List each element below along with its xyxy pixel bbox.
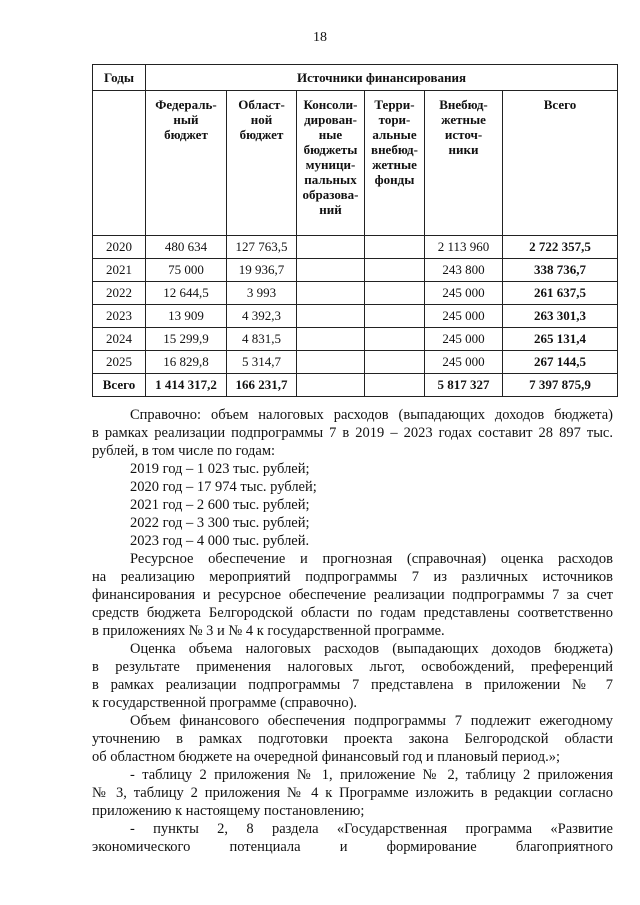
header-municipal: Консоли- дирован- ные бюджеты муници- пальных образова- ний [297, 91, 365, 236]
para-resources-l4: средств бюджета Белгородской области по годам представлены соответственно [92, 605, 613, 621]
para-tables-l3: приложению к настоящему постановлению; [92, 803, 365, 819]
table-row: 2025 16 829,8 5 314,7 245 000 267 144,5 [93, 351, 618, 374]
header-territorial: Терри- тори- альные внебюд- жетные фонды [365, 91, 425, 236]
header-regional: Област- ной бюджет [227, 91, 297, 236]
para-items-l2: экономического потенциала и формирование благоприятного [92, 839, 613, 855]
para-tax-l3: в рамках реализации подпрограммы 7 представлена в приложении № 7 [92, 677, 613, 693]
para-resources-l5: в приложениях № 3 и № 4 к государственной программе. [92, 623, 445, 639]
list-item: 2021 год – 2 600 тыс. рублей; [130, 497, 310, 513]
para-tax-l1: Оценка объема налоговых расходов (выпадающих доходов бюджета) [130, 641, 613, 657]
list-item: 2019 год – 1 023 тыс. рублей; [130, 461, 310, 477]
para-items-l1: - пункты 2, 8 раздела «Государственная программа «Развитие [130, 821, 613, 837]
header-federal: Федераль- ный бюджет [146, 91, 227, 236]
body-text [92, 406, 613, 856]
para-reference-l3: рублей, в том числе по годам: [92, 443, 276, 459]
page-number: 18 [313, 30, 327, 45]
table-row: 2020 480 634 127 763,5 2 113 960 2 722 357,5 [93, 236, 618, 259]
para-resources-l2: на реализацию мероприятий подпрограммы 7 из различных источников [92, 569, 613, 585]
para-volume-l1: Объем финансового обеспечения подпрограммы 7 подлежит ежегодному [130, 713, 613, 729]
para-resources-l3: финансирования и ресурсное обеспечение реализации подпрограммы 7 за счет [92, 587, 613, 603]
header-years-blank [93, 91, 146, 236]
header-sources: Источники финансирования [146, 65, 618, 91]
list-item: 2023 год – 4 000 тыс. рублей. [130, 533, 310, 549]
table-row: 2024 15 299,9 4 831,5 245 000 265 131,4 [93, 328, 618, 351]
para-tax-l4: к государственной программе (справочно). [92, 695, 358, 711]
table-row: 2022 12 644,5 3 993 245 000 261 637,5 [93, 282, 618, 305]
table-row: 2023 13 909 4 392,3 245 000 263 301,3 [93, 305, 618, 328]
para-tax-l2: в результате применения налоговых льгот, освобождений, преференций [92, 659, 613, 675]
para-volume-l3: об областном бюджете на очередной финансовый год и плановый период.»; [92, 749, 561, 765]
para-resources-l1: Ресурсное обеспечение и прогнозная (справочная) оценка расходов [130, 551, 613, 567]
para-tables-l2: № 3, таблицу 2 приложения № 4 к Программе изложить в редакции согласно [92, 785, 613, 801]
table-total-row: Всего 1 414 317,2 166 231,7 5 817 327 7 397 875,9 [93, 374, 618, 397]
para-tables-l1: - таблицу 2 приложения № 1, приложение № 2, таблицу 2 приложения [130, 767, 613, 783]
list-item: 2020 год – 17 974 тыс. рублей; [130, 479, 317, 495]
header-years: Годы [93, 65, 146, 91]
financing-table [92, 64, 618, 397]
para-volume-l2: уточнению в рамках подготовки проекта закона Белгородской области [92, 731, 613, 747]
para-reference-l2: в рамках реализации подпрограммы 7 в 2019 – 2023 годах составит 28 897 тыс. [92, 425, 613, 441]
para-reference-l1: Справочно: объем налоговых расходов (выпадающих доходов бюджета) [130, 407, 613, 423]
header-extrabudgetary: Внебюд- жетные источ- ники [425, 91, 503, 236]
list-item: 2022 год – 3 300 тыс. рублей; [130, 515, 310, 531]
header-total: Всего [503, 91, 618, 236]
table-row: 2021 75 000 19 936,7 243 800 338 736,7 [93, 259, 618, 282]
